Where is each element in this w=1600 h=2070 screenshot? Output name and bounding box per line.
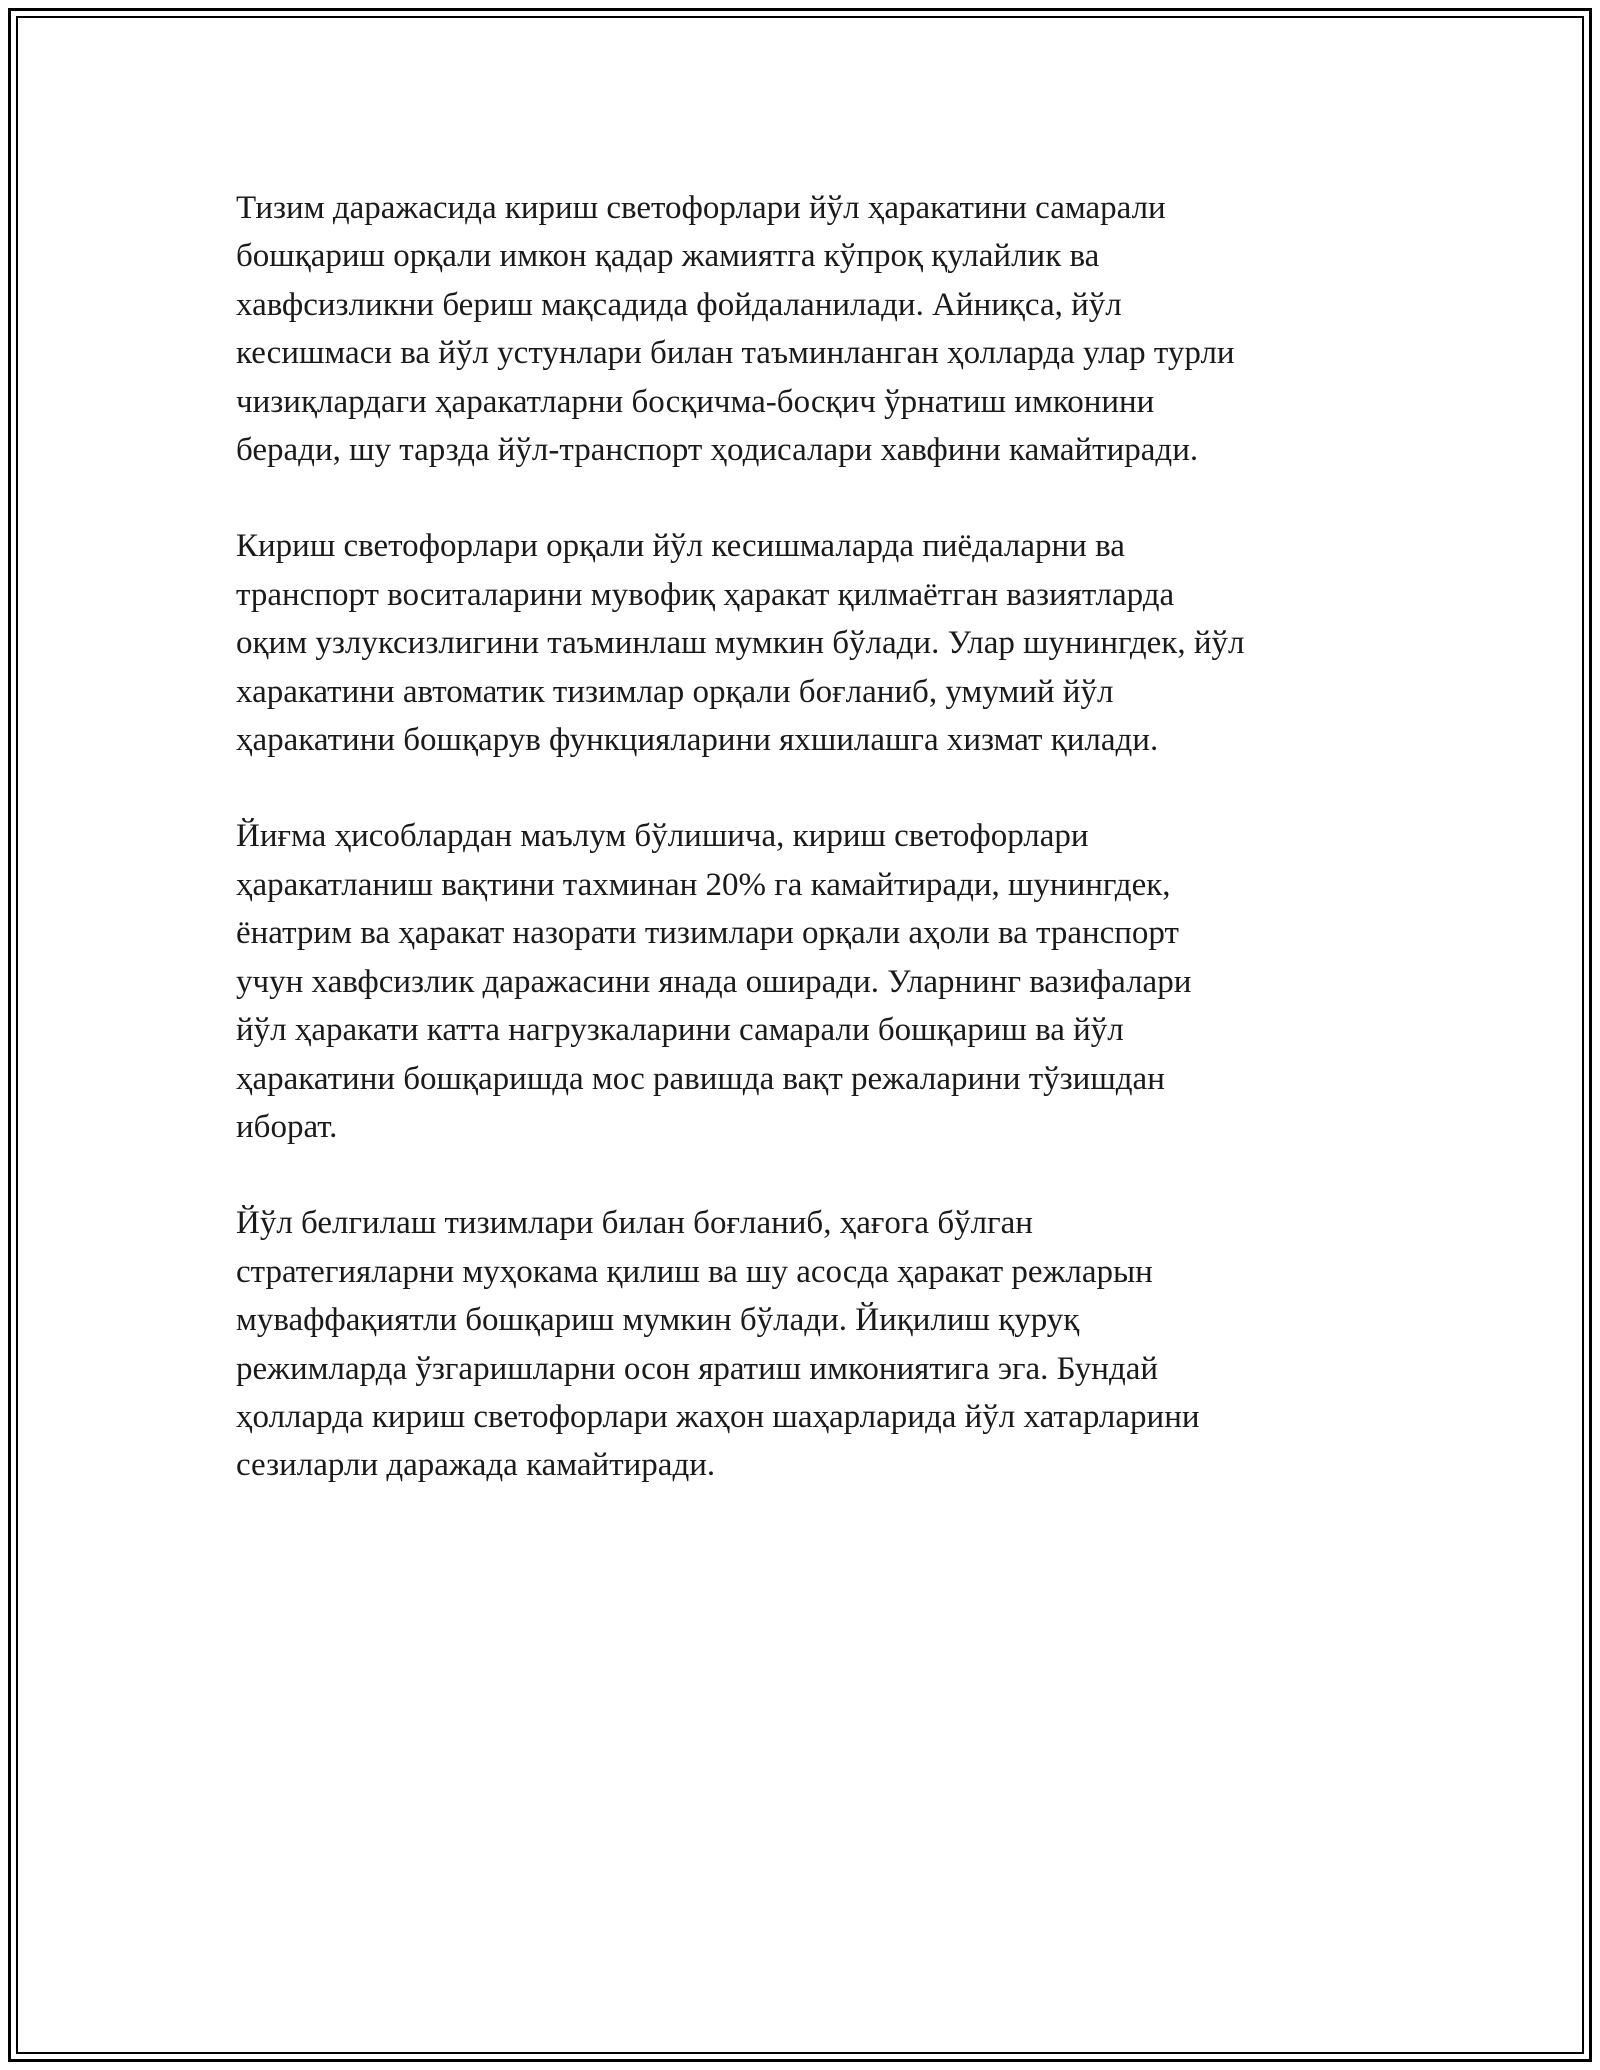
paragraph-2: Кириш светофорлари орқали йўл кесишмаларда пиёдаларни ва транспорт воситаларини мувофиқ ҳаракат қилмаётган вазиятларда оқим узлуксизлигини таъминлаш мумкин бўлади. Улар шунингдек, йўл харакатини автоматик тизимлар орқали боғланиб, умумий йўл ҳаракатини бошқарув функцияларини яхшилашга хизмат қилади. [236, 528, 1245, 759]
paragraph-1: Тизим даражасида кириш светофорлари йўл ҳаракатини самарали бошқариш орқали имкон қадар жамиятга кўпроқ қулайлик ва хавфсизликни бериш мақсадида фойдаланилади. Айниқса, йўл кесишмаси ва йўл устунлари билан таъминланган ҳолларда улар турли чизиқлардаги ҳаракатларни босқичма-босқич ўрнатиш имконини беради, шу тарзда йўл-транспорт ҳодисалари хавфини камайтиради. [236, 190, 1235, 469]
document-body [236, 184, 1386, 1538]
paragraph-4: Йўл белгилаш тизимлари билан боғланиб, ҳағога бўлган стратегияларни муҳокама қилиш ва шу асосда ҳаракат режларын муваффақиятли бошқариш мумкин бўлади. Йиқилиш қуруқ режимларда ўзгаришларни осон яратиш имкониятига эга. Бундай ҳолларда кириш светофорлари жаҳон шаҳарларида йўл хатарларини сезиларли даражада камайтиради. [236, 1205, 1200, 1484]
paragraph-3: Йиғма ҳисоблардан маълум бўлишича, кириш светофорлари ҳаракатланиш вақтини тахминан 20% га камайтиради, шунингдек, ёнатрим ва ҳаракат назорати тизимлари орқали аҳоли ва транспорт учун хавфсизлик даражасини янада оширади. Уларнинг вазифалари йўл ҳаракати катта нагрузкаларини самарали бошқариш ва йўл ҳаракатини бошқаришда мос равишда вақт режаларини тўзишдан иборат. [236, 818, 1192, 1145]
